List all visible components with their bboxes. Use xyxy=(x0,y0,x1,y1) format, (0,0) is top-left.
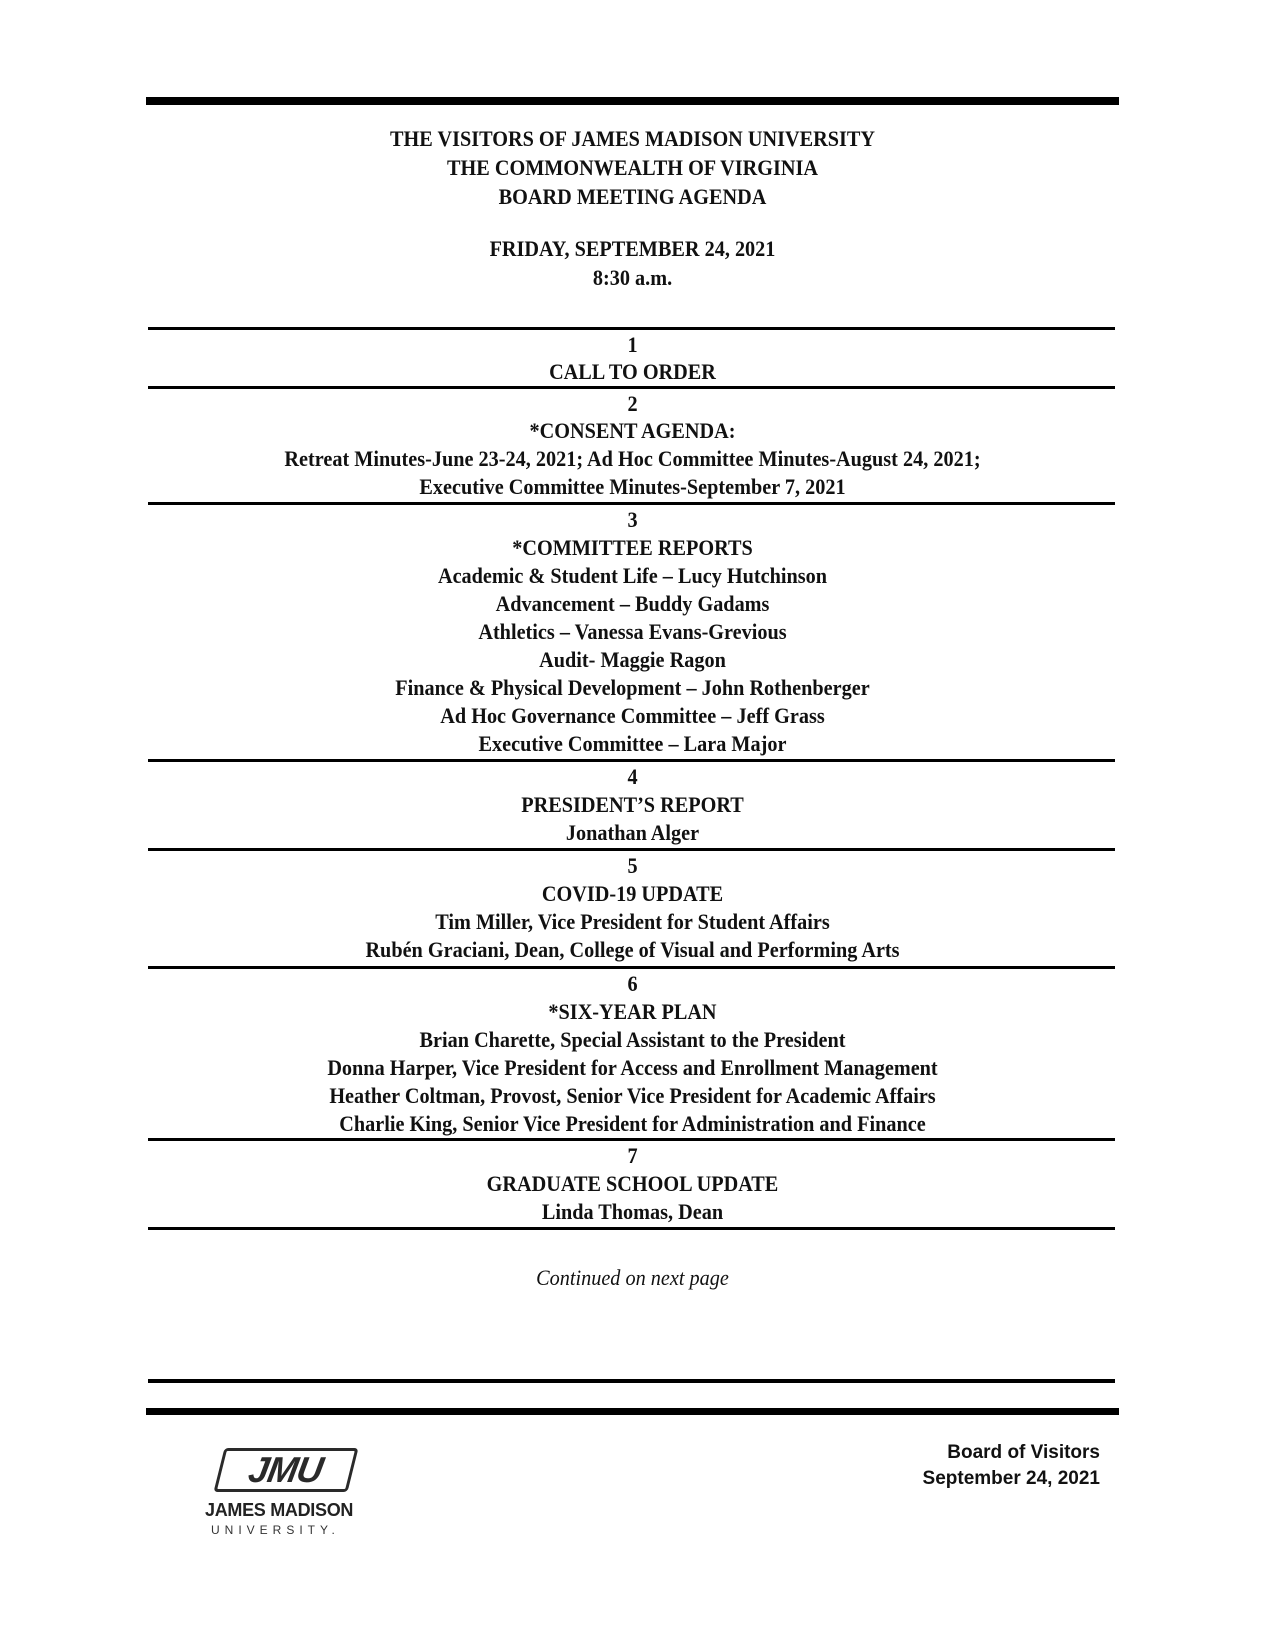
agenda-item-title: PRESIDENT’S REPORT xyxy=(521,792,744,817)
meeting-date: FRIDAY, SEPTEMBER 24, 2021 xyxy=(489,236,776,261)
title-line-1: THE VISITORS OF JAMES MADISON UNIVERSITY xyxy=(390,126,875,151)
jmu-logo-text: JMU xyxy=(245,1449,327,1490)
agenda-item-detail: Linda Thomas, Dean xyxy=(541,1199,724,1224)
agenda-divider xyxy=(148,502,1115,505)
agenda-item-number: 3 xyxy=(627,507,638,532)
jmu-logo-name: JAMES MADISON xyxy=(205,1500,354,1520)
agenda-item-detail: Donna Harper, Vice President for Access and Enrollment Management xyxy=(327,1055,938,1080)
agenda-divider xyxy=(148,327,1115,330)
agenda-item-number: 7 xyxy=(627,1143,638,1168)
agenda-item-title: COVID-19 UPDATE xyxy=(541,881,724,906)
agenda-item-title: *SIX-YEAR PLAN xyxy=(548,999,717,1024)
agenda-divider xyxy=(148,386,1115,389)
footer-rule-thin xyxy=(148,1379,1115,1383)
meeting-time: 8:30 a.m. xyxy=(592,265,673,290)
agenda-item-detail: Ad Hoc Governance Committee – Jeff Grass xyxy=(440,703,825,728)
continued-note: Continued on next page xyxy=(536,1265,729,1290)
agenda-item-detail: Rubén Graciani, Dean, College of Visual and Performing Arts xyxy=(365,937,900,962)
title-line-2: THE COMMONWEALTH OF VIRGINIA xyxy=(447,155,818,180)
agenda-divider xyxy=(148,966,1115,969)
agenda-item-number: 4 xyxy=(627,764,638,789)
jmu-logo-subtitle: UNIVERSITY. xyxy=(211,1523,340,1537)
agenda-item-detail: Tim Miller, Vice President for Student Affairs xyxy=(435,909,830,934)
agenda-item-detail: Executive Committee – Lara Major xyxy=(478,731,787,756)
agenda-item-number: 1 xyxy=(627,332,638,357)
agenda-item-detail: Advancement – Buddy Gadams xyxy=(495,591,770,616)
agenda-item-detail: Finance & Physical Development – John Rothenberger xyxy=(395,675,870,700)
agenda-item-title: *CONSENT AGENDA: xyxy=(529,418,736,443)
agenda-item-detail: Heather Coltman, Provost, Senior Vice President for Academic Affairs xyxy=(329,1083,936,1108)
agenda-item-detail: Brian Charette, Special Assistant to the President xyxy=(419,1027,846,1052)
jmu-logo-mark xyxy=(214,1448,359,1492)
agenda-item-number: 2 xyxy=(627,391,638,416)
agenda-item-detail: Executive Committee Minutes-September 7, 2021 xyxy=(419,474,846,499)
agenda-divider xyxy=(148,1138,1115,1141)
agenda-item-detail: Audit- Maggie Ragon xyxy=(539,647,726,672)
agenda-item-title: GRADUATE SCHOOL UPDATE xyxy=(486,1171,779,1196)
footer-rule-thick xyxy=(146,1408,1119,1415)
footer-meta xyxy=(923,1440,1100,1492)
agenda-item-detail: Jonathan Alger xyxy=(565,820,700,845)
top-border-rule xyxy=(146,97,1119,105)
agenda-item-detail: Athletics – Vanessa Evans-Grevious xyxy=(478,619,787,644)
agenda-item-number: 6 xyxy=(627,971,638,996)
jmu-logo xyxy=(205,1448,353,1537)
agenda-item-detail: Retreat Minutes-June 23-24, 2021; Ad Hoc Committee Minutes-August 24, 2021; xyxy=(284,446,981,471)
title-line-3: BOARD MEETING AGENDA xyxy=(498,184,767,209)
footer-board-label: Board of Visitors xyxy=(947,1442,1100,1463)
agenda-item-title: CALL TO ORDER xyxy=(549,359,716,384)
agenda-item-detail: Academic & Student Life – Lucy Hutchinson xyxy=(437,563,828,588)
footer-date: September 24, 2021 xyxy=(922,1468,1100,1489)
agenda-item-title: *COMMITTEE REPORTS xyxy=(512,535,753,560)
agenda-item-detail: Charlie King, Senior Vice President for Administration and Finance xyxy=(339,1111,926,1136)
agenda-divider xyxy=(148,1227,1115,1230)
agenda-item-number: 5 xyxy=(627,853,638,878)
agenda-divider xyxy=(148,759,1115,762)
agenda-divider xyxy=(148,848,1115,851)
